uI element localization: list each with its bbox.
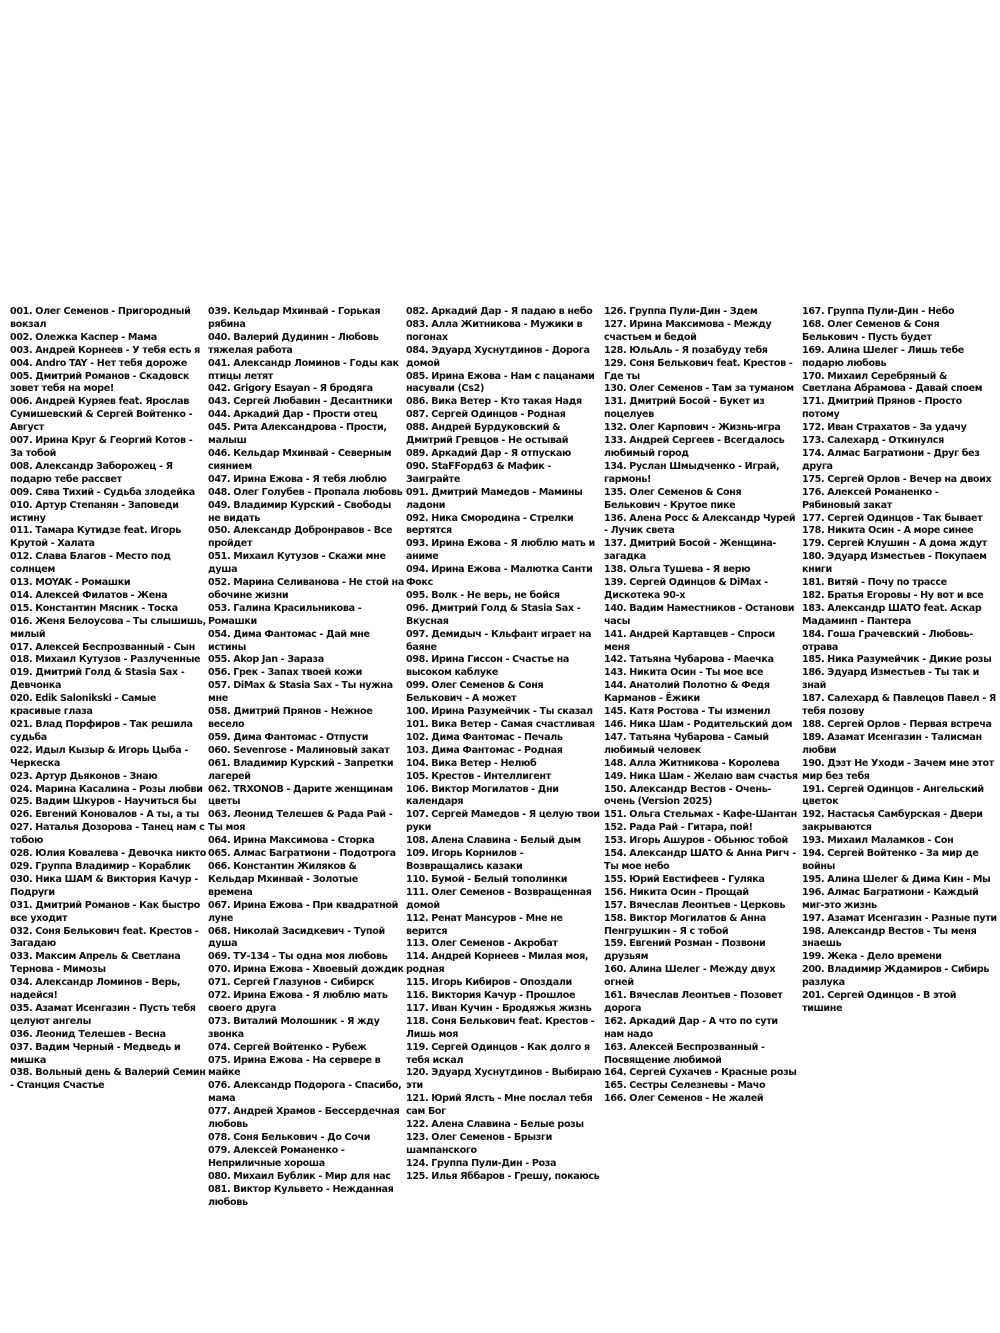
track-entry: 139. Сергей Одинцов & DiMax - Дискотека 90-х [604,577,768,601]
track-entry: 101. Вика Ветер - Самая счастливая [406,719,595,730]
track-entry: 023. Артур Дьяконов - Знаю [10,770,158,782]
track-entry: 127. Ирина Максимова - Между счастьем и бедой [604,318,772,343]
track-entry: 156. Никита Осин - Прощай [604,886,749,898]
track-entry: 110. Бумой - Белый тополинки [406,873,568,885]
track-entry: 067. Ирина Ежова - При квадратной луне [208,899,399,924]
track-entry: 135. Олег Семенов & Соня Белькович - Крутое пике [604,486,742,511]
track-entry: 199. Жека - Дело времени [802,951,942,963]
track-entry: 190. Дэзт Не Уходи - Зачем мне этот мир без тебя [802,757,994,782]
track-entry: 121. Юрий Ялсть - Мне послал тебя сам Бог [406,1093,593,1118]
track-entry: 051. Михаил Кутузов - Скажи мне душа [208,551,386,576]
track-entry: 034. Александр Ломинов - Верь, надейся! [10,977,181,1002]
track-entry: 100. Ирина Разумейчик - Ты сказал [406,706,593,718]
track-entry: 048. Олег Голубев - Пропала любовь [208,486,403,498]
track-entry: 168. Олег Семенов & Соня Белькович - Пусть будет [802,318,940,343]
track-entry: 104. Вика Ветер - Нелюб [406,757,537,769]
track-entry: 056. Грек - Запах твоей кожи [208,667,362,679]
track-entry: 132. Олег Карпович - Жизнь-игра [604,422,781,434]
track-entry: 042. Grigory Esayan - Я бродяга [208,383,373,395]
track-entry: 175. Сергей Орлов - Вечер на двоих [802,473,992,485]
track-entry: 010. Артур Степанян - Заповеди истину [10,499,179,524]
track-entry: 019. Дмитрий Голд & Stasia Sax - Девчонка [10,667,185,692]
track-entry: 167. Группа Пули-Дин - Небо [802,306,955,317]
track-entry: 057. DiMax & Stasia Sax - Ты нужна мне [208,680,393,705]
track-entry: 152. Рада Рай - Гитара, пой! [604,822,753,834]
track-entry: 146. Ника Шам - Родительский дом [604,719,793,730]
track-entry: 134. Руслан Шмыдченко - Играй, гармонь! [604,460,780,485]
tracklist-column [802,306,998,1041]
track-entry: 083. Алла Житникова - Мужики в погонах [406,318,583,343]
track-entry: 162. Аркадий Дар - А что по сути нам надо [604,1015,778,1040]
track-entry: 062. TRXONOB - Дарите женщинам цветы [208,783,393,808]
track-entry: 077. Андрей Храмов - Бессердечная любовь [208,1106,400,1131]
track-entry: 106. Виктор Могилатов - Дни календаря [406,783,559,808]
track-entry: 079. Алексей Романенко - Неприличные хороша [208,1144,345,1169]
track-entry: 012. Слава Благов - Место под солнцем [10,551,171,576]
track-entry: 006. Андрей Куряев feat. Ярослав Сумишевский & Сергей Войтенко - Август [10,396,193,434]
track-entry: 186. Эдуард Изместьев - Ты так и знай [802,667,979,692]
track-entry: 009. Сява Тихий - Судьба злодейка [10,486,195,498]
track-entry: 093. Ирина Ежова - Я люблю мать и аниме [406,538,595,563]
track-entry: 052. Марина Селиванова - Не стой на обочине жизни [208,577,404,601]
track-entry: 078. Соня Белькович - До Сочи [208,1132,371,1143]
track-entry: 075. Ирина Ежова - На сервере в майке [208,1054,381,1079]
track-entry: 138. Ольга Тушева - Я верю [604,564,751,576]
track-entry: 081. Виктор Кульвето - Нежданная любовь [208,1183,394,1208]
track-entry: 196. Алмас Багратиони - Каждый миг-это жизнь [802,886,979,911]
track-entry: 090. StaFFорд63 & Мафик - Заиграйте [406,460,552,485]
track-entry: 184. Гоша Грачевский - Любовь-отрава [802,628,973,653]
track-entry: 165. Сестры Селезневы - Мачо [604,1080,766,1092]
track-entry: 155. Юрий Евстифеев - Гуляка [604,873,765,885]
track-entry: 021. Влад Порфиров - Так решила судьба [10,719,193,743]
track-entry: 091. Дмитрий Мамедов - Мамины ладони [406,486,583,511]
track-entry: 128. ЮльАль - Я позабуду тебя [604,344,768,356]
track-entry: 088. Андрей Бурдуковский & Дмитрий Гревцов - Не остывай [406,422,569,447]
track-entry: 028. Юлия Ковалева - Девочка никто [10,848,206,860]
track-entry: 031. Дмитрий Романов - Как быстро все уходит [10,899,200,924]
track-entry: 058. Дмитрий Прянов - Нежное весело [208,706,373,730]
track-entry: 020. Edik Salonikski - Самые красивые глаза [10,693,156,718]
track-entry: 069. ТУ-134 - Ты одна моя любовь [208,951,388,963]
tracklist-column [10,306,206,1092]
track-entry: 068. Николай Засидкевич - Тупой душа [208,925,385,950]
track-entry: 166. Олег Семенов - Не жалей [604,1093,764,1105]
track-entry: 094. Ирина Ежова - Малютка Санти Фокс [406,564,593,589]
track-entry: 080. Михаил Бублик - Мир для нас [208,1170,391,1182]
track-entry: 064. Ирина Максимова - Сторка [208,835,375,847]
track-entry: 191. Сергей Одинцов - Ангельский цветок [802,783,984,808]
track-entry: 011. Тамара Кутидзе feat. Игорь Крутой - Халата [10,525,182,550]
track-entry: 198. Александр Вестов - Ты меня знаешь [802,925,977,950]
track-entry: 157. Вячеслав Леонтьев - Церковь [604,899,786,911]
track-entry: 160. Алина Шелег - Между двух огней [604,964,776,989]
track-entry: 036. Леонид Телешев - Весна [10,1028,166,1040]
track-entry: 119. Сергей Одинцов - Как долго я тебя искал [406,1041,590,1066]
track-entry: 133. Андрей Сергеев - Всегдалось любимый город [604,435,785,459]
track-entry: 063. Леонид Телешев & Рада Рай - Ты моя [208,809,393,834]
track-entry: 013. MOYAK - Ромашки [10,577,131,589]
track-entry: 044. Аркадий Дар - Прости отец [208,409,378,421]
track-entry: 120. Эдуард Хуснутдинов - Выбираю эти [406,1067,602,1092]
track-entry: 122. Алена Славина - Белые розы [406,1119,584,1131]
track-entry: 022. Идыл Кызыр & Игорь Цыба - Черкеска [10,744,188,769]
track-entry: 172. Иван Страхатов - За удачу [802,422,967,434]
track-entry: 164. Сергей Сухачев - Красные розы [604,1067,797,1079]
track-entry: 163. Алексей Беспрозванный - Посвящение любимой [604,1041,765,1066]
track-entry: 082. Аркадий Дар - Я падаю в небо [406,306,593,317]
track-entry: 194. Сергей Войтенко - За мир де войны [802,848,979,872]
track-entry: 049. Владимир Курский - Свободы не видать [208,499,391,524]
track-entry: 142. Татьяна Чубарова - Маечка [604,654,774,666]
track-entry: 185. Ника Разумейчик - Дикие розы [802,654,992,666]
track-entry: 129. Соня Белькович feat. Крестов - Где ты [604,357,793,382]
track-entry: 123. Олег Семенов - Брызги шампанского [406,1132,552,1156]
track-entry: 117. Иван Кучин - Бродяжья жизнь [406,1002,592,1014]
track-entry: 039. Кельдар Мхинвай - Горькая рябина [208,306,381,330]
track-entry: 025. Вадим Шкуров - Научиться бы [10,796,197,808]
track-entry: 195. Алина Шелег & Дима Кин - Мы [802,873,991,885]
track-entry: 033. Максим Апрель & Светлана Тернова - Мимозы [10,951,181,976]
tracklist-sheet [10,306,997,1208]
track-entry: 113. Олег Семенов - Акробат [406,938,558,950]
track-entry: 102. Дима Фантомас - Печаль [406,731,563,743]
track-entry: 189. Азамат Исенгазин - Талисман любви [802,731,982,756]
track-entry: 105. Крестов - Интеллигент [406,770,551,782]
track-entry: 030. Ника ШАМ & Виктория Качур - Подруги [10,873,198,898]
track-entry: 084. Эдуард Хуснутдинов - Дорога домой [406,344,590,369]
track-entry: 059. Дима Фантомас - Отпусти [208,731,369,743]
track-entry: 178. Никита Осин - А море синее [802,525,974,537]
track-entry: 148. Алла Житникова - Королева [604,757,780,769]
track-entry: 040. Валерий Дудинин - Любовь тяжелая работа [208,331,379,356]
tracklist-column [406,306,602,1182]
track-entry: 141. Андрей Картавцев - Спроси меня [604,628,775,653]
track-entry: 158. Виктор Могилатов & Анна Пенгрушкин - Я с тобой [604,912,766,937]
track-entry: 089. Аркадий Дар - Я отпускаю [406,447,571,459]
track-entry: 065. Алмас Багратиони - Подотрога [208,848,396,860]
track-entry: 131. Дмитрий Босой - Букет из поцелуев [604,396,765,421]
track-entry: 125. Илья Яббаров - Грешу, покаюсь [406,1170,600,1182]
track-entry: 137. Дмитрий Босой - Женщина-загадка [604,538,777,563]
track-entry: 176. Алексей Романенко - Рябиновый закат [802,486,939,511]
track-entry: 027. Наталья Дозорова - Танец нам с тобою [10,822,205,847]
track-entry: 173. Салехард - Откинулся [802,435,944,447]
track-entry: 188. Сергей Орлов - Первая встреча [802,719,992,730]
track-entry: 153. Игорь Ашуров - Обьнюс тобой [604,835,788,847]
tracklist-column [208,306,404,1208]
track-entry: 174. Алмас Багратиони - Друг без друга [802,447,980,472]
track-entry: 116. Виктория Качур - Прошлое [406,990,576,1002]
track-entry: 071. Сергей Глазунов - Сибирск [208,977,375,989]
track-entry: 197. Азамат Исенгазин - Разные пути [802,912,997,924]
track-entry: 003. Андрей Корнеев - У тебя есть я [10,344,200,356]
track-entry: 076. Александр Подорога - Спасибо, мама [208,1080,402,1105]
track-entry: 047. Ирина Ежова - Я тебя люблю [208,473,387,485]
track-entry: 024. Марина Касалина - Розы любви [10,783,203,795]
track-entry: 149. Ника Шам - Желаю вам счастья [604,770,798,782]
track-entry: 145. Катя Ростова - Ты изменил [604,706,771,718]
track-entry: 085. Ирина Ежова - Нам с пацанами насували (Cs2) [406,370,595,395]
track-entry: 038. Вольный день & Валерий Семин - Станция Счастье [10,1067,206,1092]
track-entry: 103. Дима Фантомас - Родная [406,744,563,756]
track-entry: 159. Евгений Розман - Позвони друзьям [604,938,766,963]
track-entry: 115. Игорь Кибиров - Опоздали [406,977,572,989]
track-entry: 193. Михаил Маламков - Сон [802,835,954,847]
track-entry: 041. Александр Ломинов - Годы как птицы летят [208,357,399,382]
track-entry: 005. Дмитрий Романов - Скадовск зовет тебя на море! [10,370,190,395]
track-entry: 061. Владимир Курский - Запретки лагерей [208,757,394,782]
track-entry: 014. Алексей Филатов - Жена [10,589,168,601]
track-entry: 054. Дима Фантомас - Дай мне истины [208,628,370,653]
track-entry: 018. Михаил Кутузов - Разлученные [10,654,201,666]
track-entry: 118. Соня Белькович feat. Крестов - Лишь моя [406,1015,595,1040]
track-entry: 008. Александр Заборожец - Я подарю тебе рассвет [10,460,173,485]
track-entry: 187. Салехард & Павлецов Павел - Я тебя позову [802,693,996,718]
track-entry: 109. Игорь Корнилов - Возвращались казаки [406,848,524,872]
track-entry: 130. Олег Семенов - Там за туманом [604,383,794,395]
track-entry: 053. Галина Красильникова - Ромашки [208,602,362,627]
track-entry: 072. Ирина Ежова - Я люблю мать своего друга [208,990,388,1014]
track-entry: 045. Рита Александрова - Прости, малыш [208,422,387,447]
track-entry: 099. Олег Семенов & Соня Белькович - А может [406,680,544,705]
track-entry: 095. Волк - Не верь, не бойся [406,589,560,601]
track-entry: 182. Братья Егоровы - Ну вот и все [802,589,984,601]
track-entry: 183. Александр ШАТО feat. Аскар Мадаминп - Пантера [802,602,982,627]
track-entry: 035. Азамат Исенгазин - Пусть тебя целуют ангелы [10,1002,196,1027]
track-entry: 179. Сергей Клушин - А дома ждут [802,538,987,550]
track-entry: 114. Андрей Корнеев - Милая моя, родная [406,951,589,976]
track-entry: 037. Вадим Черный - Медведь и мишка [10,1041,181,1066]
track-entry: 112. Ренат Мансуров - Мне не верится [406,912,563,937]
track-entry: 097. Демидыч - Кльфант играет на баяне [406,628,592,653]
track-entry: 147. Татьяна Чубарова - Самый любимый человек [604,731,769,756]
track-entry: 150. Александр Вестов - Очень-очень (Version 2025) [604,783,772,808]
track-entry: 136. Алена Росс & Александр Чурей - Лучик света [604,512,796,537]
track-entry: 124. Группа Пули-Дин - Роза [406,1157,557,1169]
track-entry: 087. Сергей Одинцов - Родная [406,409,566,421]
track-entry: 107. Сергей Мамедов - Я целую твои руки [406,809,600,834]
track-entry: 143. Никита Осин - Ты мое все [604,667,764,679]
track-entry: 144. Анатолий Полотно & Федя Карманов - Ёжики [604,680,770,705]
track-entry: 108. Алена Славина - Белый дым [406,835,581,847]
track-entry: 200. Владимир Ждамиров - Сибирь разлука [802,964,990,989]
tracklist-column [604,306,800,1105]
track-entry: 029. Группа Владимир - Кораблик [10,860,191,872]
track-entry: 111. Олег Семенов - Возвращенная домой [406,886,592,911]
track-entry: 171. Дмитрий Прянов - Просто потому [802,396,962,421]
track-entry: 192. Настасья Самбурская - Двери закрываются [802,809,983,834]
track-entry: 201. Сергей Одинцов - В этой тишине [802,990,957,1014]
track-entry: 004. Andro TAY - Нет тебя дороже [10,357,188,369]
track-entry: 180. Эдуард Изместьев - Покупаем книги [802,551,987,576]
track-entry: 151. Ольга Стельмах - Кафе-Шантан [604,809,797,821]
track-entry: 070. Ирина Ежова - Хвоевый дождик [208,964,404,976]
track-entry: 001. Олег Семенов - Пригородный вокзал [10,306,191,330]
track-entry: 169. Алина Шелег - Лишь тебе подарю любовь [802,344,964,369]
track-entry: 074. Сергей Войтенко - Рубеж [208,1041,367,1053]
track-entry: 032. Соня Белькович feat. Крестов - Загадаю [10,925,199,950]
track-entry: 161. Вячеслав Леонтьев - Позовет дорога [604,990,783,1014]
track-entry: 055. Akop Jan - Зараза [208,654,324,666]
track-entry: 046. Кельдар Мхинвай - Северным сиянием [208,447,392,472]
track-entry: 002. Олежка Каспер - Мама [10,331,157,343]
track-entry: 043. Сергей Любавин - Десантники [208,396,393,408]
track-entry: 016. Женя Белоусова - Ты слышишь, милый [10,615,206,640]
track-entry: 066. Константин Жиляков & Кельдар Мхинвай - Золотые времена [208,860,358,898]
track-entry: 096. Дмитрий Голд & Stasia Sax - Вкусная [406,602,581,627]
track-entry: 073. Виталий Молошник - Я жду звонка [208,1015,380,1040]
track-entry: 007. Ирина Круг & Георгий Котов - За тобой [10,435,193,459]
track-entry: 015. Константин Мясник - Тоска [10,602,178,614]
track-entry: 086. Вика Ветер - Кто такая Надя [406,396,582,408]
track-entry: 026. Евгений Коновалов - А ты, а ты [10,809,199,821]
track-entry: 017. Алексей Беспрозванный - Сын [10,641,195,653]
track-entry: 098. Ирина Гиссон - Счастье на высоком каблуке [406,654,570,679]
track-entry: 050. Александр Добронравов - Все пройдет [208,525,393,550]
track-entry: 126. Группа Пули-Дин - Здем [604,306,758,317]
track-entry: 154. Александр ШАТО & Анна Ригч - Ты мое небо [604,848,796,872]
track-entry: 170. Михаил Серебряный & Светлана Абрамова - Давай споем [802,370,983,395]
track-entry: 092. Ника Смородина - Стрелки вертятся [406,512,574,537]
track-entry: 181. Витяй - Почу по трассе [802,577,947,589]
track-entry: 060. Sevenrose - Малиновый закат [208,744,390,756]
track-entry: 177. Сергей Одинцов - Так бывает [802,512,983,524]
track-entry: 140. Вадим Наместников - Останови часы [604,602,795,627]
